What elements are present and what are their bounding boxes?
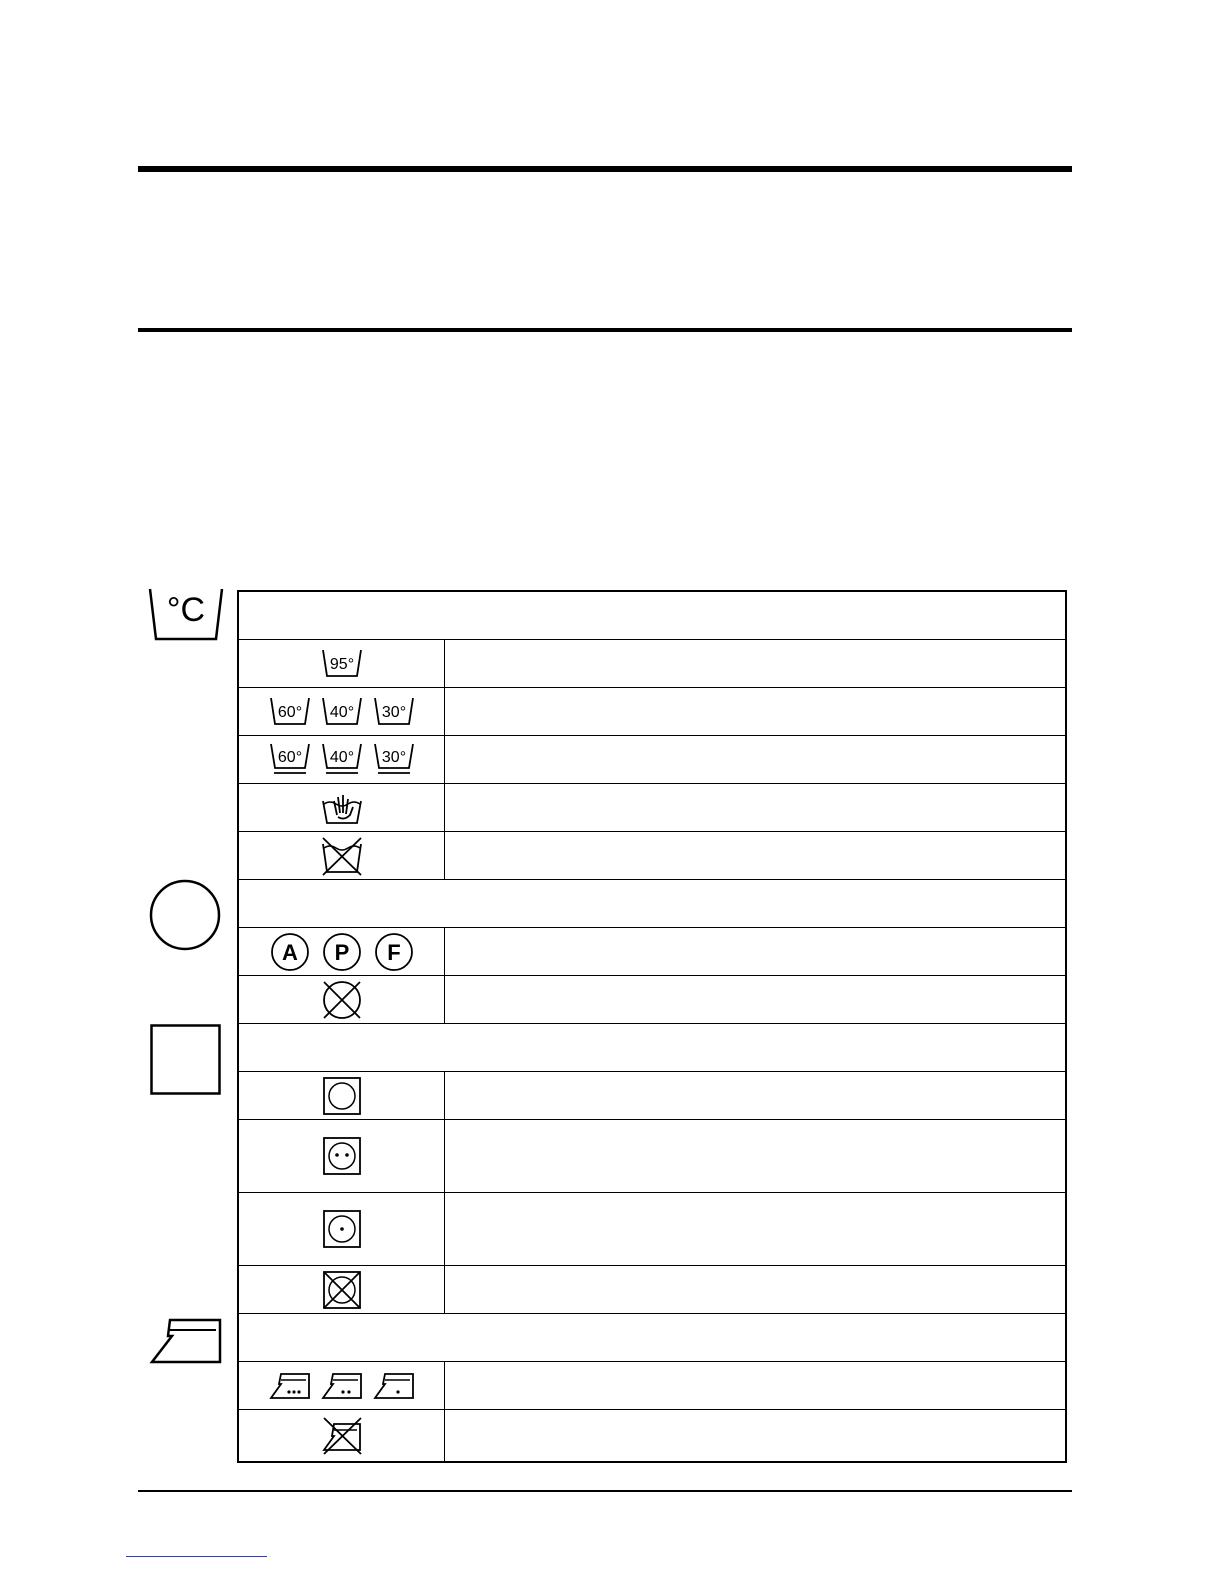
table-row — [239, 1120, 1065, 1193]
table-row — [239, 928, 1065, 976]
table-row — [239, 688, 1065, 736]
symbol-cell — [239, 976, 445, 1023]
description-cell — [446, 1362, 1065, 1409]
wash-40-icon — [321, 696, 363, 728]
table-row — [239, 1266, 1065, 1314]
table-row — [239, 832, 1065, 880]
section-header-ironing — [239, 1314, 1065, 1362]
dryclean-letter: A — [281, 939, 298, 965]
dryclean-a-icon — [270, 932, 310, 972]
do-not-dryclean-icon — [321, 979, 363, 1021]
description-cell — [446, 1266, 1065, 1313]
symbol-cell — [239, 688, 445, 735]
celsius-label: °C — [166, 591, 206, 629]
wash-95-icon — [321, 648, 363, 680]
hand-wash-icon — [320, 789, 364, 827]
wash-temp-label: 40° — [329, 748, 354, 766]
iron-medium-icon — [321, 1372, 363, 1400]
do-not-iron-icon — [321, 1416, 363, 1456]
symbol-cell — [239, 1410, 445, 1461]
description-cell — [446, 1120, 1065, 1192]
do-not-tumble-dry-icon — [322, 1270, 362, 1310]
section-header-dry-cleaning — [239, 880, 1065, 928]
wash-40-gentle-icon — [321, 742, 363, 778]
table-row — [239, 1072, 1065, 1120]
description-cell — [446, 832, 1065, 879]
iron-high-icon — [269, 1372, 311, 1400]
description-cell — [446, 1193, 1065, 1265]
symbol-cell — [239, 1120, 445, 1192]
wash-60-icon — [269, 696, 311, 728]
wash-30-icon — [373, 696, 415, 728]
tumble-dry-normal-icon — [322, 1136, 362, 1176]
description-cell — [446, 688, 1065, 735]
wash-tub-celsius-icon — [146, 585, 226, 650]
circle-icon — [148, 878, 222, 957]
tumble-dry-icon — [322, 1076, 362, 1116]
dryclean-letter: F — [386, 939, 401, 965]
description-cell — [446, 976, 1065, 1023]
wash-temp-label: 30° — [381, 703, 406, 721]
table-row — [239, 640, 1065, 688]
symbol-cell — [239, 784, 445, 831]
table-row — [239, 736, 1065, 784]
iron-low-icon — [373, 1372, 415, 1400]
dryclean-letter: P — [334, 939, 349, 965]
description-cell — [446, 1072, 1065, 1119]
symbol-cell — [239, 736, 445, 783]
symbol-cell — [239, 1193, 445, 1265]
wash-temp-label: 95° — [329, 655, 354, 673]
table-row — [239, 1410, 1065, 1461]
section-header-washing — [239, 592, 1065, 640]
dryclean-f-icon — [374, 932, 414, 972]
description-cell — [446, 640, 1065, 687]
top-rule-thick — [138, 166, 1072, 172]
do-not-wash-icon — [320, 836, 364, 876]
table-row — [239, 784, 1065, 832]
wash-temp-label: 60° — [277, 748, 302, 766]
square-icon — [150, 1024, 222, 1101]
tumble-dry-low-icon — [322, 1209, 362, 1249]
wash-30-gentle-icon — [373, 742, 415, 778]
description-cell — [446, 784, 1065, 831]
symbol-cell — [239, 832, 445, 879]
description-cell — [446, 1410, 1065, 1461]
description-cell — [446, 736, 1065, 783]
care-symbols-table — [237, 590, 1067, 1463]
symbol-cell — [239, 928, 445, 975]
table-row — [239, 1362, 1065, 1410]
description-cell — [446, 928, 1065, 975]
link-underline[interactable] — [126, 1556, 267, 1557]
bottom-rule — [138, 1490, 1072, 1492]
symbol-cell — [239, 640, 445, 687]
symbol-cell — [239, 1362, 445, 1409]
wash-temp-label: 60° — [277, 703, 302, 721]
top-rule — [138, 328, 1072, 332]
wash-temp-label: 30° — [381, 748, 406, 766]
table-row — [239, 1193, 1065, 1266]
symbol-cell — [239, 1072, 445, 1119]
wash-temp-label: 40° — [329, 703, 354, 721]
iron-icon — [148, 1316, 224, 1371]
section-header-drying — [239, 1024, 1065, 1072]
table-row — [239, 976, 1065, 1024]
dryclean-p-icon — [322, 932, 362, 972]
wash-60-gentle-icon — [269, 742, 311, 778]
symbol-cell — [239, 1266, 445, 1313]
